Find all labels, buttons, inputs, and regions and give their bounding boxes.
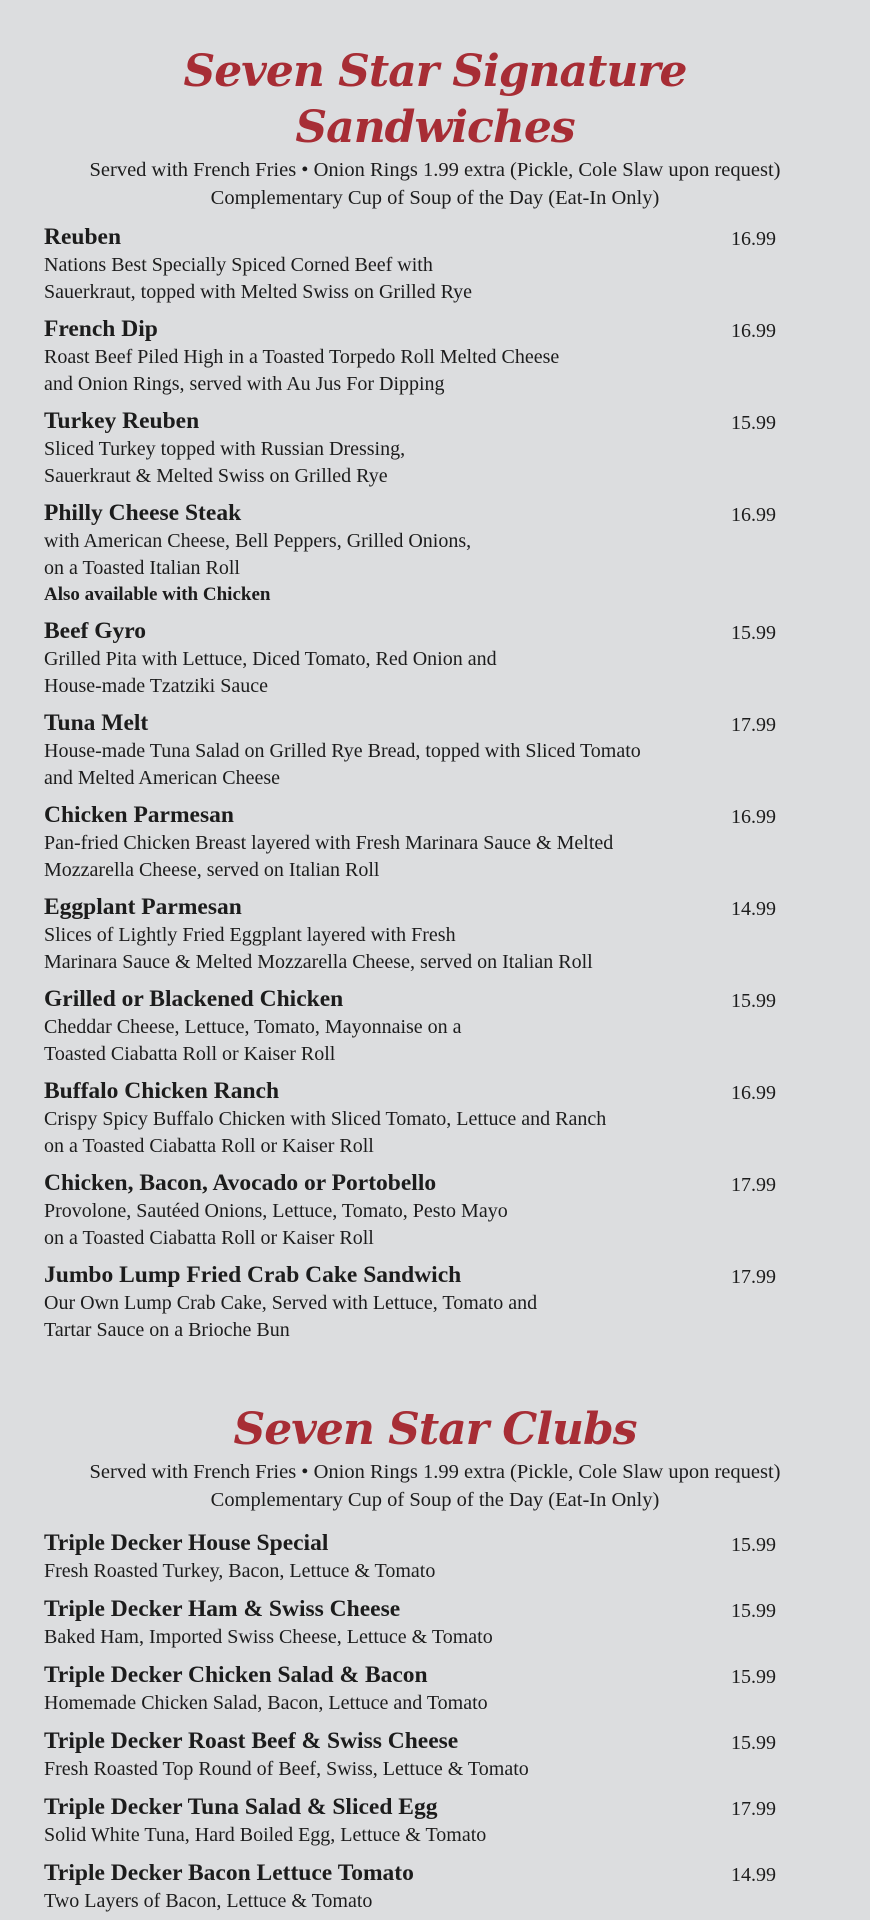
menu-item-name: Beef Gyro	[44, 618, 147, 644]
menu-item-price: 15.99	[731, 990, 776, 1012]
menu-item	[44, 892, 826, 976]
section-subtitle-line: Served with French Fries • Onion Rings 1.99 extra (Pickle, Cole Slaw upon request)	[89, 1461, 781, 1483]
menu-item-price: 14.99	[731, 1864, 776, 1886]
menu-item-price: 15.99	[731, 622, 776, 644]
menu-item-description-line: and Onion Rings, served with Au Jus For Dipping	[44, 373, 445, 395]
menu-item-description-line: Homemade Chicken Salad, Bacon, Lettuce and Tomato	[44, 1692, 488, 1714]
menu-item-description-line: Roast Beef Piled High in a Toasted Torpedo Roll Melted Cheese	[44, 346, 560, 368]
menu-item	[44, 1792, 826, 1849]
clubs-section	[44, 1402, 826, 1915]
menu-item-price: 15.99	[731, 1534, 776, 1556]
menu-item-name: Chicken Parmesan	[44, 802, 234, 828]
menu-item-name: Triple Decker Chicken Salad & Bacon	[44, 1662, 428, 1688]
menu-item-price: 16.99	[731, 806, 776, 828]
menu-item-description-line: Our Own Lump Crab Cake, Served with Lettuce, Tomato and	[44, 1292, 538, 1314]
menu-item-description-line: Crispy Spicy Buffalo Chicken with Sliced Tomato, Lettuce and Ranch	[44, 1108, 607, 1130]
menu-item-name: Philly Cheese Steak	[44, 500, 242, 526]
menu-item-description-line: Cheddar Cheese, Lettuce, Tomato, Mayonnaise on a	[44, 1016, 462, 1038]
menu-item-price: 15.99	[731, 412, 776, 434]
menu-item-price: 15.99	[731, 1600, 776, 1622]
section-subtitle-line: Served with French Fries • Onion Rings 1.99 extra (Pickle, Cole Slaw upon request)	[89, 159, 781, 181]
menu-item-name: Tuna Melt	[44, 710, 149, 736]
menu-item	[44, 1858, 826, 1915]
menu-item	[44, 1726, 826, 1783]
menu-item-list	[44, 1528, 826, 1915]
menu-item-description-line: Mozzarella Cheese, served on Italian Roll	[44, 859, 380, 881]
menu-item	[44, 498, 826, 608]
menu-item	[44, 616, 826, 700]
menu-item	[44, 1076, 826, 1160]
menu-item-name: Chicken, Bacon, Avocado or Portobello	[44, 1170, 437, 1196]
section-title: Seven Star Clubs	[233, 1404, 637, 1455]
section-subtitle-line: Complementary Cup of Soup of the Day (Eat-In Only)	[210, 1489, 660, 1511]
menu-item-name: Eggplant Parmesan	[44, 894, 242, 920]
menu-item-price: 16.99	[731, 504, 776, 526]
menu-item-name: Grilled or Blackened Chicken	[44, 986, 344, 1012]
menu-item-name: Triple Decker Ham & Swiss Cheese	[44, 1596, 401, 1622]
menu-item	[44, 406, 826, 490]
menu-item-name: Turkey Reuben	[44, 408, 200, 434]
menu-item	[44, 1528, 826, 1585]
menu-item-description-line: Nations Best Specially Spiced Corned Beef with	[44, 254, 433, 276]
menu-item-description-line: Solid White Tuna, Hard Boiled Egg, Lettuce & Tomato	[44, 1824, 487, 1846]
menu-item-description-line: Two Layers of Bacon, Lettuce & Tomato	[44, 1890, 373, 1912]
menu-item-description-line: on a Toasted Ciabatta Roll or Kaiser Roll	[44, 1227, 374, 1249]
menu-item-name: Reuben	[44, 224, 122, 250]
menu-item-price: 17.99	[731, 714, 776, 736]
menu-item-description-line: Baked Ham, Imported Swiss Cheese, Lettuce & Tomato	[44, 1626, 493, 1648]
menu-item-description-line: House-made Tzatziki Sauce	[44, 675, 268, 697]
menu-item-price: 15.99	[731, 1666, 776, 1688]
menu-item-price: 17.99	[731, 1798, 776, 1820]
menu-item-list	[44, 222, 826, 1344]
menu-item-description-line: Pan-fried Chicken Breast layered with Fresh Marinara Sauce & Melted	[44, 832, 614, 854]
menu-item-note: Also available with Chicken	[44, 584, 271, 605]
menu-item	[44, 1660, 826, 1717]
menu-item-description-line: House-made Tuna Salad on Grilled Rye Bread, topped with Sliced Tomato	[44, 740, 641, 762]
menu-item-description-line: Fresh Roasted Top Round of Beef, Swiss, Lettuce & Tomato	[44, 1758, 529, 1780]
menu-item-name: Triple Decker Tuna Salad & Sliced Egg	[44, 1794, 438, 1820]
menu-item-name: French Dip	[44, 316, 158, 342]
menu-item-name: Triple Decker Roast Beef & Swiss Cheese	[44, 1728, 459, 1754]
section-title: Seven Star Signature Sandwiches	[183, 46, 687, 153]
menu-item-price: 16.99	[731, 320, 776, 342]
menu-item-description-line: Provolone, Sautéed Onions, Lettuce, Tomato, Pesto Mayo	[44, 1200, 508, 1222]
menu-item	[44, 984, 826, 1068]
menu-item-description-line: on a Toasted Italian Roll	[44, 557, 240, 579]
menu-item-description-line: Slices of Lightly Fried Eggplant layered with Fresh	[44, 924, 456, 946]
section-subtitle-line: Complementary Cup of Soup of the Day (Eat-In Only)	[210, 187, 660, 209]
menu-item-price: 16.99	[731, 228, 776, 250]
menu-item	[44, 800, 826, 884]
menu-item-description-line: Sauerkraut & Melted Swiss on Grilled Rye	[44, 465, 388, 487]
menu-item	[44, 1594, 826, 1651]
menu-item	[44, 222, 826, 306]
menu-item-description-line: Tartar Sauce on a Brioche Bun	[44, 1319, 290, 1341]
menu-item-description-line: Toasted Ciabatta Roll or Kaiser Roll	[44, 1043, 336, 1065]
menu-item-description-line: Marinara Sauce & Melted Mozzarella Cheese, served on Italian Roll	[44, 951, 593, 973]
menu-item-description-line: with American Cheese, Bell Peppers, Grilled Onions,	[44, 530, 472, 552]
signature-sandwiches-section	[44, 0, 826, 1344]
menu-item-description-line: Grilled Pita with Lettuce, Diced Tomato, Red Onion and	[44, 648, 497, 670]
menu-item	[44, 1260, 826, 1344]
menu-item-description-line: and Melted American Cheese	[44, 767, 281, 789]
menu-item	[44, 708, 826, 792]
menu-item-name: Triple Decker House Special	[44, 1530, 329, 1556]
menu-item-name: Triple Decker Bacon Lettuce Tomato	[44, 1860, 414, 1886]
menu-item-price: 17.99	[731, 1266, 776, 1288]
menu-item-description-line: Sliced Turkey topped with Russian Dressing,	[44, 438, 406, 460]
menu-item-name: Jumbo Lump Fried Crab Cake Sandwich	[44, 1262, 462, 1288]
menu-item	[44, 1168, 826, 1252]
menu-item-price: 16.99	[731, 1082, 776, 1104]
menu-item-price: 17.99	[731, 1174, 776, 1196]
menu-item-description-line: on a Toasted Ciabatta Roll or Kaiser Roll	[44, 1135, 374, 1157]
menu-sections	[44, 0, 826, 1915]
menu-item-name: Buffalo Chicken Ranch	[44, 1078, 280, 1104]
menu-item	[44, 314, 826, 398]
menu-item-description-line: Fresh Roasted Turkey, Bacon, Lettuce & Tomato	[44, 1560, 436, 1582]
menu-item-description-line: Sauerkraut, topped with Melted Swiss on Grilled Rye	[44, 281, 473, 303]
menu-item-price: 14.99	[731, 898, 776, 920]
menu-item-price: 15.99	[731, 1732, 776, 1754]
